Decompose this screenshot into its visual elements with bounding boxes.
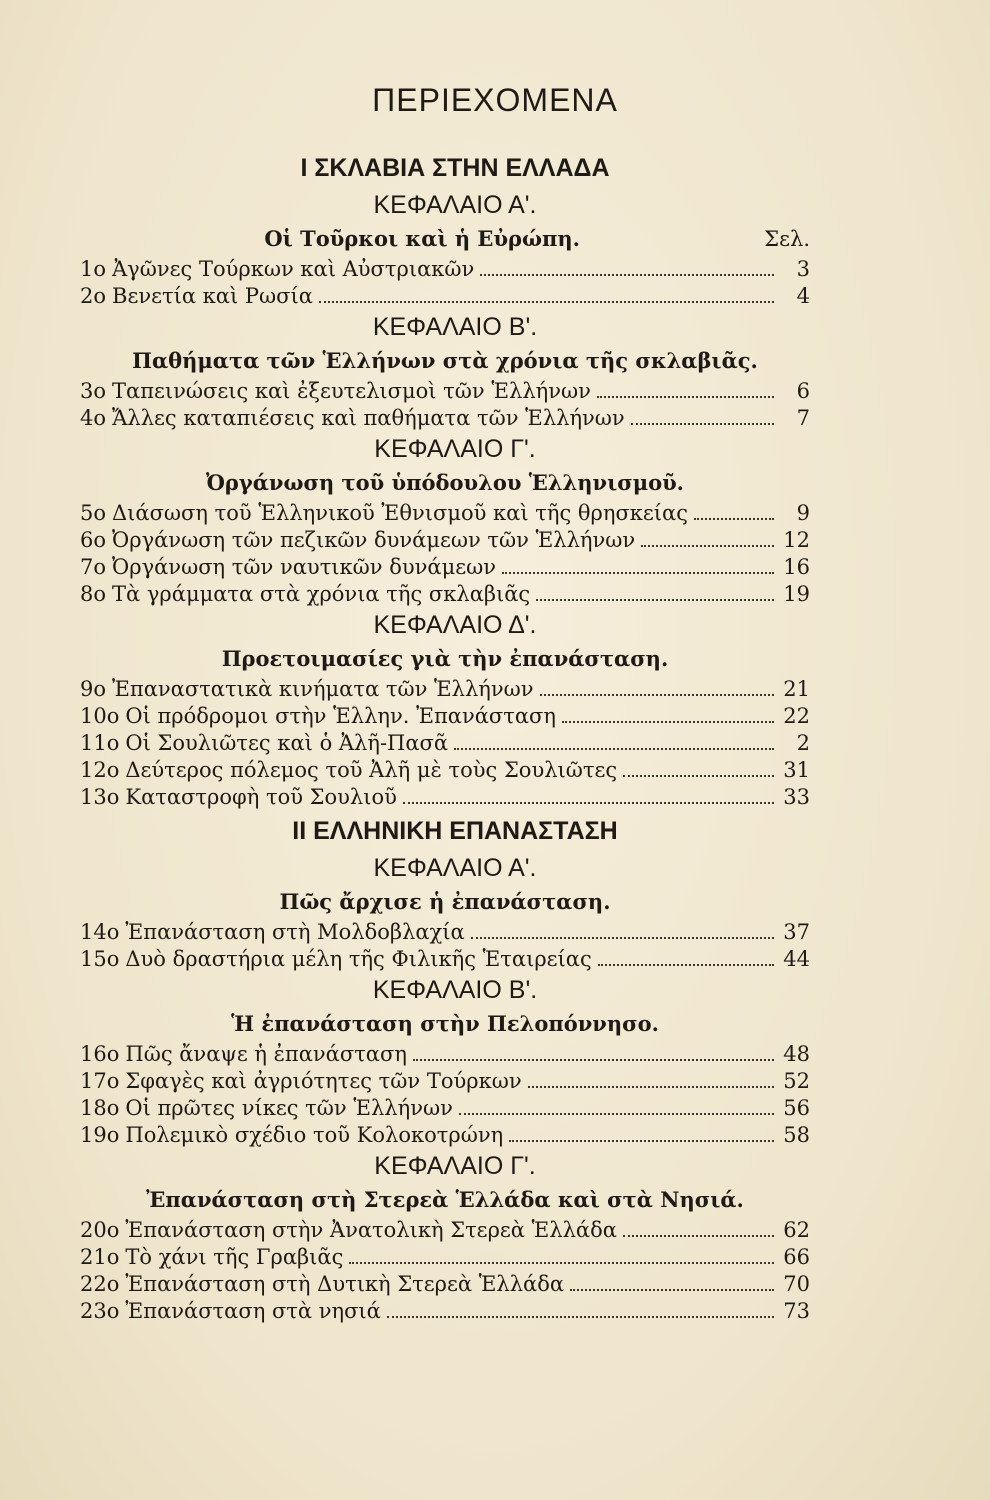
toc-entry	[80, 1068, 810, 1095]
entry-title: Τὰ γράμματα στὰ χρόνια τῆς σκλαβιᾶς	[112, 582, 531, 606]
entry-number: 11ο	[80, 731, 120, 755]
toc-entry	[80, 784, 810, 811]
entry-title: Ἐπανάσταση στὰ νησιά	[125, 1299, 381, 1323]
dot-leader	[403, 802, 774, 804]
entry-title: Ἐπανάσταση στὴν Ἀνατολικὴ Στερεὰ Ἑλλάδα	[125, 1218, 617, 1242]
entry-number: 23ο	[80, 1299, 120, 1323]
entry-title: Πῶς ἄναψε ἡ ἐπανάσταση	[125, 1042, 407, 1066]
page-title: ΠΕΡΙΕΧΟΜΕΝΑ	[372, 82, 618, 118]
entry-page-number: 48	[783, 1042, 810, 1066]
part-title: I ΣΚΛΑΒΙΑ ΣΤΗΝ ΕΛΛΑΔΑ	[300, 154, 610, 182]
toc-entry	[80, 256, 810, 283]
entry-number: 2ο	[80, 284, 107, 308]
dot-leader	[528, 1086, 774, 1088]
dot-leader	[509, 1140, 774, 1142]
toc-entry	[80, 1041, 810, 1068]
entry-page-number: 21	[783, 677, 810, 701]
toc-entry	[80, 1095, 810, 1122]
entry-title: Ἀγῶνες Τούρκων καὶ Αὐστριακῶν	[112, 257, 475, 281]
dot-leader	[480, 274, 774, 276]
chapter-title: Παθήματα τῶν Ἑλλήνων στὰ χρόνια τῆς σκλαβιᾶς.	[132, 348, 758, 373]
dot-leader	[536, 599, 774, 601]
entry-page-number: 16	[783, 555, 810, 579]
entry-title: Ἄλλες καταπιέσεις καὶ παθήματα τῶν Ἑλλήνων	[112, 406, 625, 430]
dot-leader	[454, 748, 774, 750]
chapter-label: ΚΕΦΑΛΑΙΟ Γ'.	[374, 1152, 536, 1180]
dot-leader	[623, 775, 774, 777]
entry-title: Ἐπανάσταση στὴ Δυτικὴ Στερεὰ Ἑλλάδα	[125, 1272, 565, 1296]
entry-page-number: 37	[783, 920, 810, 944]
dot-leader	[471, 937, 774, 939]
entry-number: 8ο	[80, 582, 107, 606]
entry-title: Δυὸ δραστήρια μέλη τῆς Φιλικῆς Ἑταιρείας	[125, 947, 592, 971]
entry-title: Σφαγὲς καὶ ἀγριότητες τῶν Τούρκων	[125, 1069, 522, 1093]
chapter-title: Ἐπανάσταση στὴ Στερεὰ Ἑλλάδα καὶ στὰ Νησιά.	[146, 1187, 744, 1212]
entry-title: Καταστροφὴ τοῦ Σουλιοῦ	[125, 785, 397, 809]
table-of-contents	[80, 148, 810, 1325]
toc-entry	[80, 1244, 810, 1271]
toc-entry	[80, 405, 810, 432]
entry-page-number: 52	[783, 1069, 810, 1093]
chapter-title-row	[80, 222, 810, 256]
entry-title: Ἐπαναστατικὰ κινήματα τῶν Ἑλλήνων	[112, 677, 534, 701]
toc-entry	[80, 1298, 810, 1325]
dot-leader	[623, 1235, 774, 1237]
toc-entry	[80, 283, 810, 310]
entry-number: 3ο	[80, 379, 107, 403]
toc-entry	[80, 703, 810, 730]
entry-title: Βενετία καὶ Ρωσία	[112, 284, 313, 308]
dot-leader	[570, 1289, 774, 1291]
dot-leader	[598, 964, 774, 966]
entry-number: 14ο	[80, 920, 120, 944]
entry-title: Διάσωση τοῦ Ἑλληνικοῦ Ἐθνισμοῦ καὶ τῆς θρησκείας	[112, 501, 688, 525]
chapter-title: Προετοιμασίες γιὰ τὴν ἐπανάσταση.	[221, 646, 669, 671]
entry-page-number: 3	[796, 257, 810, 281]
entry-number: 9ο	[80, 677, 107, 701]
toc-entry	[80, 1122, 810, 1149]
toc-entry	[80, 1217, 810, 1244]
entry-title: Οἱ πρῶτες νίκες τῶν Ἑλλήνων	[125, 1096, 453, 1120]
chapter-label: ΚΕΦΑΛΑΙΟ Δ'.	[373, 611, 537, 639]
toc-entry	[80, 581, 810, 608]
entry-number: 18ο	[80, 1096, 120, 1120]
toc-entry	[80, 757, 810, 784]
page-column-label: Σελ.	[764, 227, 810, 251]
dot-leader	[694, 518, 774, 520]
entry-page-number: 73	[783, 1299, 810, 1323]
entry-title: Ὀργάνωση τῶν πεζικῶν δυνάμεων τῶν Ἑλλήνων	[112, 528, 636, 552]
toc-entry	[80, 1271, 810, 1298]
dot-leader	[349, 1262, 774, 1264]
toc-entry	[80, 500, 810, 527]
chapter-title: Ὀργάνωση τοῦ ὑπόδουλου Ἑλληνισμοῦ.	[206, 470, 684, 495]
entry-title: Οἱ πρόδρομοι στὴν Ἑλλην. Ἐπανάσταση	[125, 704, 556, 728]
entry-page-number: 4	[796, 284, 810, 308]
entry-page-number: 66	[783, 1245, 810, 1269]
entry-number: 12ο	[80, 758, 120, 782]
entry-number: 20ο	[80, 1218, 120, 1242]
dot-leader	[641, 545, 774, 547]
chapter-title: Πῶς ἄρχισε ἡ ἐπανάσταση.	[279, 889, 611, 914]
toc-entry	[80, 676, 810, 703]
entry-number: 15ο	[80, 947, 120, 971]
entry-number: 17ο	[80, 1069, 120, 1093]
chapter-label: ΚΕΦΑΛΑΙΟ Γ'.	[374, 435, 536, 463]
chapter-title: Ἡ ἐπανάσταση στὴν Πελοπόννησο.	[231, 1011, 659, 1036]
entry-number: 10ο	[80, 704, 120, 728]
toc-entry	[80, 919, 810, 946]
entry-number: 5ο	[80, 501, 107, 525]
entry-page-number: 12	[783, 528, 810, 552]
entry-page-number: 6	[796, 379, 810, 403]
entry-title: Ταπεινώσεις καὶ ἐξευτελισμοὶ τῶν Ἑλλήνων	[112, 379, 591, 403]
chapter-label: ΚΕΦΑΛΑΙΟ Α'.	[373, 191, 537, 219]
dot-leader	[540, 694, 774, 696]
chapter-label: ΚΕΦΑΛΑΙΟ Β'.	[372, 976, 538, 1004]
entry-title: Δεύτερος πόλεμος τοῦ Ἀλῆ μὲ τοὺς Σουλιῶτες	[125, 758, 618, 782]
entry-page-number: 9	[796, 501, 810, 525]
toc-entry	[80, 378, 810, 405]
entry-number: 6ο	[80, 528, 107, 552]
dot-leader	[562, 721, 774, 723]
toc-entry	[80, 527, 810, 554]
entry-number: 16ο	[80, 1042, 120, 1066]
entry-title: Ὀργάνωση τῶν ναυτικῶν δυνάμεων	[112, 555, 497, 579]
chapter-title: Οἱ Τοῦρκοι καὶ ἡ Εὐρώπη.	[264, 226, 580, 251]
entry-page-number: 31	[783, 758, 810, 782]
dot-leader	[502, 572, 774, 574]
entry-title: Τὸ χάνι τῆς Γραβιᾶς	[125, 1245, 344, 1269]
entry-number: 7ο	[80, 555, 107, 579]
entry-page-number: 7	[796, 406, 810, 430]
dot-leader	[413, 1059, 774, 1061]
entry-page-number: 2	[796, 731, 810, 755]
part-title: II ΕΛΛΗΝΙΚΗ ΕΠΑΝΑΣΤΑΣΗ	[292, 817, 618, 845]
entry-page-number: 62	[783, 1218, 810, 1242]
entry-number: 1ο	[80, 257, 107, 281]
dot-leader	[387, 1316, 774, 1318]
toc-entry	[80, 946, 810, 973]
entry-page-number: 56	[783, 1096, 810, 1120]
entry-number: 22ο	[80, 1272, 120, 1296]
entry-page-number: 19	[783, 582, 810, 606]
entry-page-number: 33	[783, 785, 810, 809]
entry-page-number: 44	[783, 947, 810, 971]
entry-number: 13ο	[80, 785, 120, 809]
toc-entry	[80, 554, 810, 581]
entry-page-number: 70	[783, 1272, 810, 1296]
dot-leader	[319, 301, 774, 303]
chapter-label: ΚΕΦΑΛΑΙΟ Α'.	[373, 854, 537, 882]
dot-leader	[459, 1113, 774, 1115]
entry-number: 19ο	[80, 1123, 120, 1147]
entry-number: 21ο	[80, 1245, 120, 1269]
entry-page-number: 22	[783, 704, 810, 728]
entry-page-number: 58	[783, 1123, 810, 1147]
entry-number: 4ο	[80, 406, 107, 430]
entry-title: Ἐπανάσταση στὴ Μολδοβλαχία	[125, 920, 465, 944]
toc-entry	[80, 730, 810, 757]
dot-leader	[597, 396, 774, 398]
entry-title: Πολεμικὸ σχέδιο τοῦ Κολοκοτρώνη	[125, 1123, 504, 1147]
chapter-label: ΚΕΦΑΛΑΙΟ Β'.	[372, 313, 538, 341]
dot-leader	[631, 423, 774, 425]
entry-title: Οἱ Σουλιῶτες καὶ ὁ Ἀλῆ-Πασᾶ	[125, 731, 449, 755]
